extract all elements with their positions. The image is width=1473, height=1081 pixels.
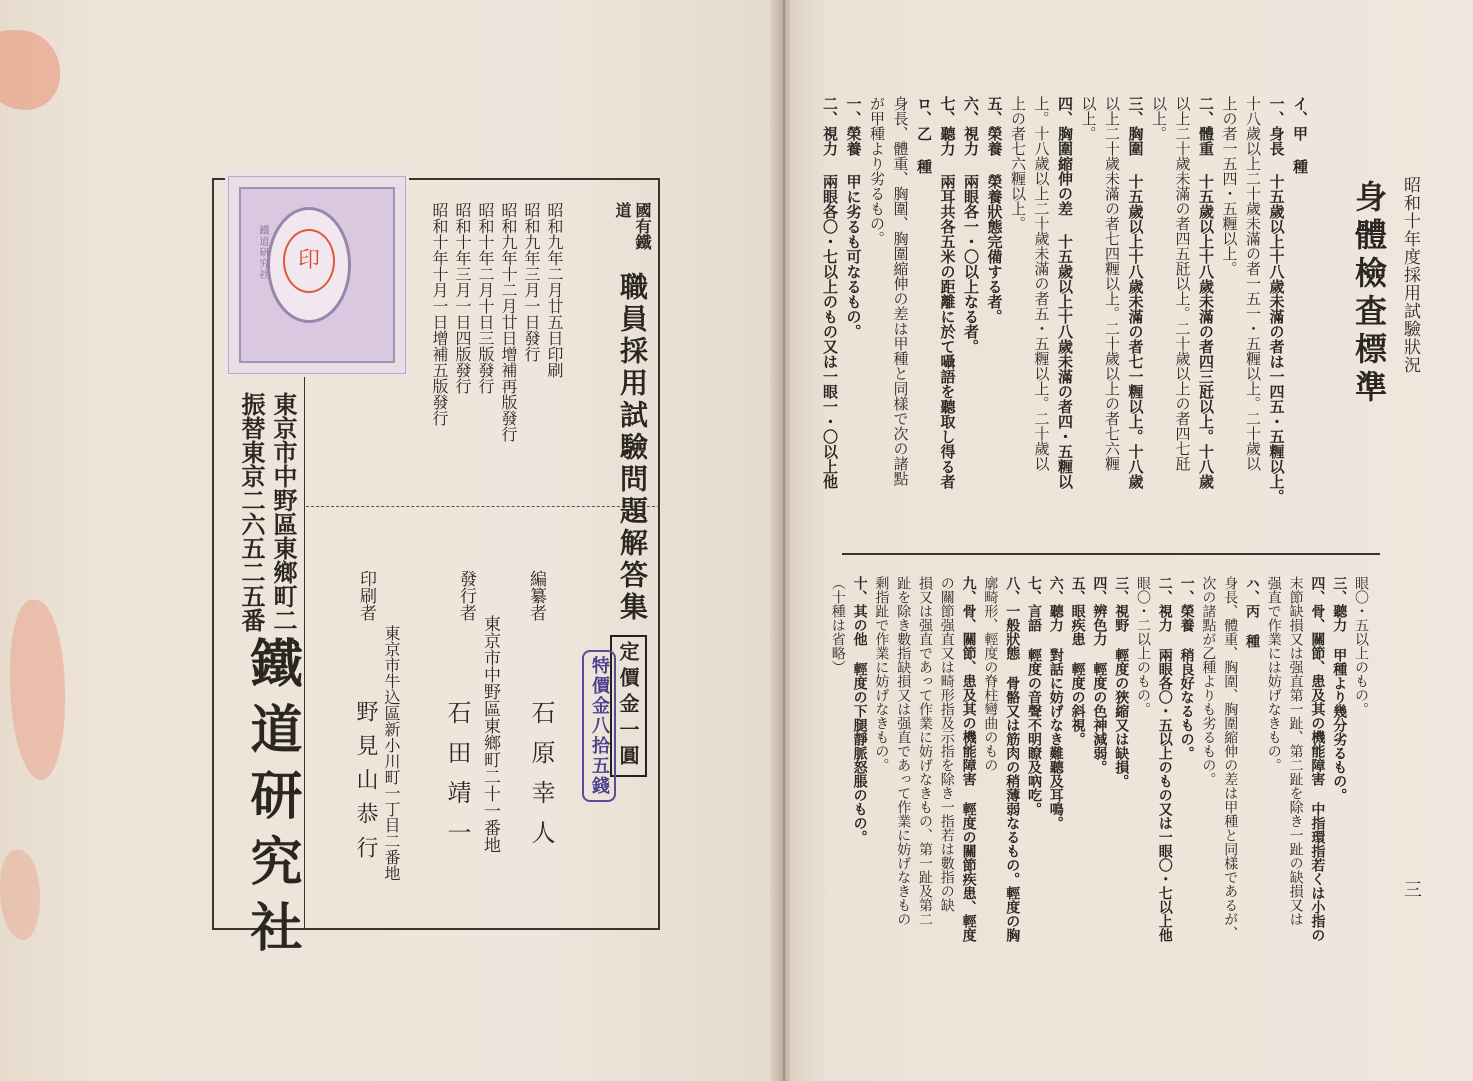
text-line: 七、聽力 兩耳共各五米の距離に於て囁語を聽取し得る者 — [938, 96, 957, 489]
text-line: 四、骨、關節、患及其の機能障害 中指環指若くは小指の — [1309, 576, 1326, 942]
text-line: が甲種より劣るもの。 — [868, 96, 886, 246]
section-rule — [842, 553, 1380, 555]
text-line: 九、骨、關節、患及其の機能障害 輕度の關節疾患、輕度 — [960, 576, 977, 942]
printer-name: 野見山恭行 — [353, 700, 378, 870]
text-line: 五、榮養 榮養狀態完備する者。 — [985, 96, 1004, 324]
text-line: 七、言語 輕度の音聲不明瞭及吶吃。 — [1026, 576, 1042, 816]
text-line: 八、一般狀態 骨骼又は筋肉の稍薄弱なるもの。輕度の胸 — [1004, 576, 1021, 942]
text-line: 上。十八歲以上二十歲未滿の者五・五糎以上。二十歲以 — [1032, 96, 1051, 471]
title-sub: 國有鐵道 — [613, 202, 652, 250]
text-line: 趾を除き數指缺損又は强直であって作業に妨げなきもの — [895, 576, 912, 926]
paper-stain — [10, 600, 65, 780]
print-history-line: 昭和九年二月廿五日印刷 — [545, 202, 564, 378]
text-line: 二、視力 兩眼各〇・五以上のもの又は一眼〇・七以上他 — [1156, 576, 1173, 942]
text-line: 以上。 — [1079, 96, 1098, 141]
print-history-line: 昭和十年十月一日增補五版發行 — [430, 202, 449, 426]
right-page — [790, 0, 1473, 1081]
company-address: 東京市中野區東鄉町二一 — [269, 392, 298, 656]
company-name: 鐵道研究社 — [241, 636, 302, 966]
text-line: 以上二十歲未滿の者四五瓩以上。二十歲以上の者四七瓩 — [1173, 96, 1192, 471]
print-history-line: 昭和九年三月一日發行 — [522, 202, 541, 362]
paper-stain — [0, 30, 60, 110]
text-line: 六、聽力 對話に妨げなき難聽及耳鳴。 — [1047, 576, 1064, 830]
text-line: の關節强直又は畸形指及示指を除き一指若は數指の缺 — [938, 576, 955, 912]
text-line: 一、榮養 稍良好なるもの。 — [1178, 576, 1195, 760]
text-line: 眼〇・五以上のもの。 — [1353, 576, 1369, 716]
text-line: 上の者一五四・五糎以上。 — [1220, 96, 1239, 276]
text-line: 次の諸點が乙種よりも劣るもの。 — [1200, 576, 1217, 786]
text-line: 强直で作業には妨げなきもの。 — [1265, 576, 1282, 772]
page-title: 身體檢査標準 — [1350, 180, 1388, 408]
colophon-box — [212, 178, 660, 966]
text-line: 二、視力 兩眼各〇・七以上のもの又は一眼一・〇以上他 — [821, 96, 839, 489]
text-line: 十、其の他 輕度の下腿靜脈怒脹のもの。 — [851, 576, 868, 844]
paper-stain — [0, 850, 40, 940]
text-line: 三、胸圍 十五歲以上十八歲未滿の者七一糎以上。十八歲 — [1126, 96, 1145, 489]
text-line: 三、視野 輕度の狹縮又は缺損。 — [1113, 576, 1130, 788]
text-line: 眼〇・二以上のもの。 — [1135, 576, 1151, 716]
publisher-name: 石田靖一 — [443, 700, 471, 860]
text-line: イ、甲 種 — [1291, 96, 1309, 174]
text-line: 五、眼疾患 輕度の斜視。 — [1069, 576, 1086, 746]
running-head: 昭和十年度採用試驗狀況 — [1400, 176, 1420, 374]
text-line: 剩指趾で作業に妨げなきもの。 — [873, 576, 890, 772]
publisher-label: 發行者 — [456, 570, 476, 621]
company-account: 振替東京二六五二五番 — [237, 392, 266, 632]
print-history-line: 昭和十年二月十日三版發行 — [476, 202, 495, 394]
text-line: 十八歲以上二十歲未滿の者一五一・五糎以上。二十歲以 — [1244, 96, 1262, 471]
special-price-stamp: 特價金八拾五錢 — [582, 650, 616, 802]
publisher-address: 東京市中野區東鄉町二十一番地 — [480, 615, 500, 853]
text-line: 二、體重 十五歲以上十八歲未滿の者四三瓩以上。十八歲 — [1197, 96, 1215, 489]
text-line: （十種は省略） — [829, 576, 846, 674]
page-number: 三 — [1401, 880, 1422, 898]
stamp-text: 鐵道研究社 — [257, 225, 268, 280]
text-line: ハ、丙 種 — [1244, 576, 1260, 648]
editor-label: 編纂者 — [526, 570, 546, 621]
text-line: 身長、體重、胸圍、胸圍縮伸の差は甲種と同樣で次の諸點 — [891, 96, 910, 486]
text-line: 以上二十歲未滿の者七四糎以上。二十歲以上の者七六糎 — [1103, 96, 1121, 471]
book-title: 職員採用試驗問題解答集 — [616, 272, 649, 624]
text-line: 六、視力 兩眼各一・〇以上なる者。 — [962, 96, 980, 354]
text-line: 末節缺損又は强直第一趾、第二趾を除き一趾の缺損又は — [1287, 576, 1304, 926]
text-line: 身長、體重、胸圍、胸圍縮伸の差は甲種と同樣であるが、 — [1222, 576, 1239, 940]
revenue-stamp — [228, 176, 406, 374]
text-line: 上の者七六糎以上。 — [1009, 96, 1027, 231]
printer-label: 印刷者 — [356, 570, 376, 621]
printer-address: 東京市牛込區新小川町一丁目二番地 — [382, 625, 401, 881]
text-line: ロ、乙 種 — [915, 96, 933, 174]
print-history-line: 昭和十年三月一日四版發行 — [453, 202, 472, 394]
text-line: 廓畸形、輕度の脊柱彎曲のもの — [982, 576, 999, 772]
text-line: 一、身長 十五歲以上十八歲未滿の者は一四五・五糎以上。 — [1267, 96, 1286, 504]
price-box: 定價金一圓 — [610, 635, 647, 777]
colophon-dashed-rule — [306, 506, 660, 507]
print-history-line: 昭和九年十二月廿日增補再版發行 — [499, 202, 518, 442]
text-line: 以上。 — [1150, 96, 1168, 141]
text-line: 四、辨色力 輕度の色神減弱。 — [1091, 576, 1108, 774]
editor-name: 石原幸人 — [527, 700, 555, 860]
text-line: 四、胸圍縮伸の差 十五歲以上十八歲未滿の者四・五糎以 — [1056, 96, 1074, 489]
seal-icon: 印 — [283, 229, 335, 293]
text-line: 三、聽力 甲種より幾分劣るもの。 — [1331, 576, 1348, 802]
text-line: 損又は强直であって作業に妨げなきもの、第一趾及第二 — [917, 576, 933, 926]
text-line: 一、榮養 甲に劣るも可なるもの。 — [844, 96, 863, 339]
